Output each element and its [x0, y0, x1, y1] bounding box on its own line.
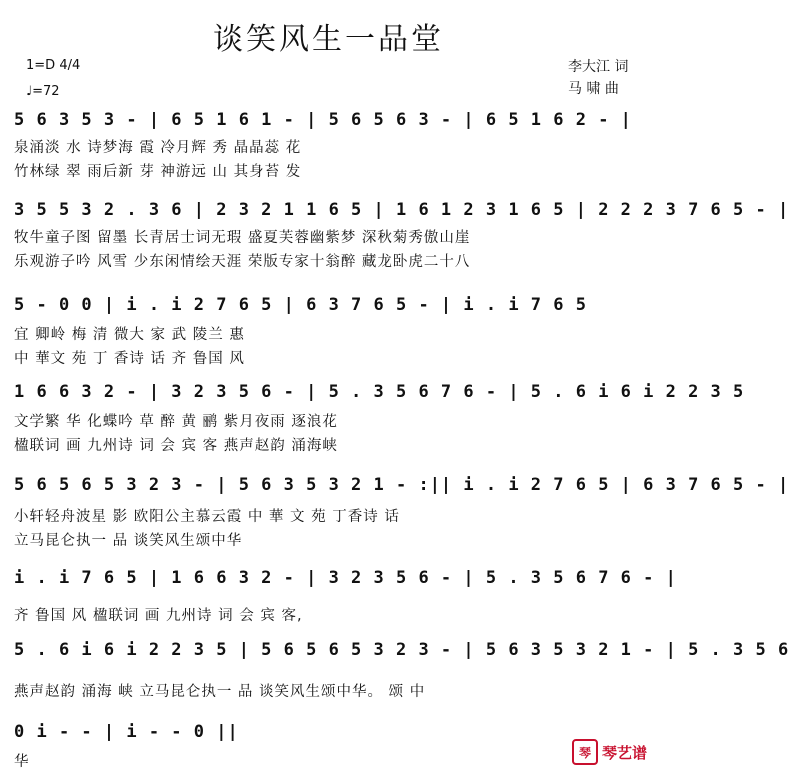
composer-credit: 马 啸 曲	[568, 81, 619, 97]
lyric-line: 文学繁 华 化蝶吟 草 醉 黄 鹂 紫月夜雨 逐浪花	[14, 414, 338, 430]
watermark-logo	[572, 739, 647, 765]
notation-line: 5 6 3 5 3 - | 6 5 1 6 1 - | 5 6 5 6 3 - | 6 5 1 6 2 - |	[14, 110, 632, 130]
lyric-line: 中 華文 苑 丁 香诗 话 齐 鲁国 风	[14, 351, 245, 367]
credits	[568, 56, 628, 100]
notation-line: 3 5 5 3 2 . 3 6 | 2 3 2 1 1 6 5 | 1 6 1 2 3 1 6 5 | 2 2 2 3 7 6 5 - |	[14, 200, 789, 220]
notation-line: 5 6 5 6 5 3 2 3 - | 5 6 3 5 3 2 1 - :|| i . i 2 7 6 5 | 6 3 7 6 5 - |	[14, 475, 789, 495]
lyric-line: 乐观游子吟 风雪 少东闲情绘天涯 荣版专家十翁醉 藏龙卧虎二十八	[14, 254, 471, 270]
lyric-line: 华	[14, 754, 30, 770]
lyricist-credit: 李大江 词	[568, 59, 629, 75]
song-title: 谈笑风生一品堂	[213, 22, 444, 57]
notation-line: 5 . 6 i 6 i 2 2 3 5 | 5 6 5 6 5 3 2 3 - | 5 6 3 5 3 2 1 - | 5 . 3 5 6	[14, 640, 789, 660]
lyric-line: 燕声赵韵 涌海 峡 立马昆仑执一 品 谈笑风生颂中华。 颂 中	[14, 684, 426, 700]
notation-line: 5 - 0 0 | i . i 2 7 6 5 | 6 3 7 6 5 - | i . i 7 6 5	[14, 295, 587, 315]
lyric-line: 小轩轻舟波星 影 欧阳公主慕云霞 中 華 文 苑 丁香诗 话	[14, 509, 400, 525]
lyric-line: 竹林绿 翠 雨后新 芽 神游远 山 其身苔 发	[14, 164, 302, 180]
notation-line: i . i 7 6 5 | 1 6 6 3 2 - | 3 2 3 5 6 - | 5 . 3 5 6 7 6 - |	[14, 568, 677, 588]
qin-logo-icon: 琴	[572, 739, 598, 765]
lyric-line: 立马昆仑执一 品 谈笑风生颂中华	[14, 533, 243, 549]
lyric-line: 齐 鲁国 风 楹联词 画 九州诗 词 会 宾 客,	[14, 608, 303, 624]
time-signature: 4/4	[59, 58, 81, 73]
notation-line: 1 6 6 3 2 - | 3 2 3 5 6 - | 5 . 3 5 6 7 6 - | 5 . 6 i 6 i 2 2 3 5	[14, 382, 745, 402]
score-meta	[26, 58, 80, 100]
lyric-line: 牧牛童子图 留墨 长青居士词无瑕 盛夏芙蓉幽紫梦 深秋菊秀傲山崖	[14, 230, 471, 246]
lyric-line: 楹联词 画 九州诗 词 会 宾 客 燕声赵韵 涌海峡	[14, 438, 338, 454]
tempo-marking: ♩=72	[26, 84, 60, 99]
watermark-text: 琴艺谱	[601, 743, 647, 762]
lyric-line: 宜 卿岭 梅 清 微大 家 武 陵兰 惠	[14, 327, 245, 343]
notation-line: 0 i - - | i - - 0 ||	[14, 722, 239, 742]
lyric-line: 泉涌淡 水 诗梦海 霞 冷月辉 秀 晶晶蕊 花	[14, 140, 302, 156]
key-signature: 1=D	[26, 58, 56, 73]
